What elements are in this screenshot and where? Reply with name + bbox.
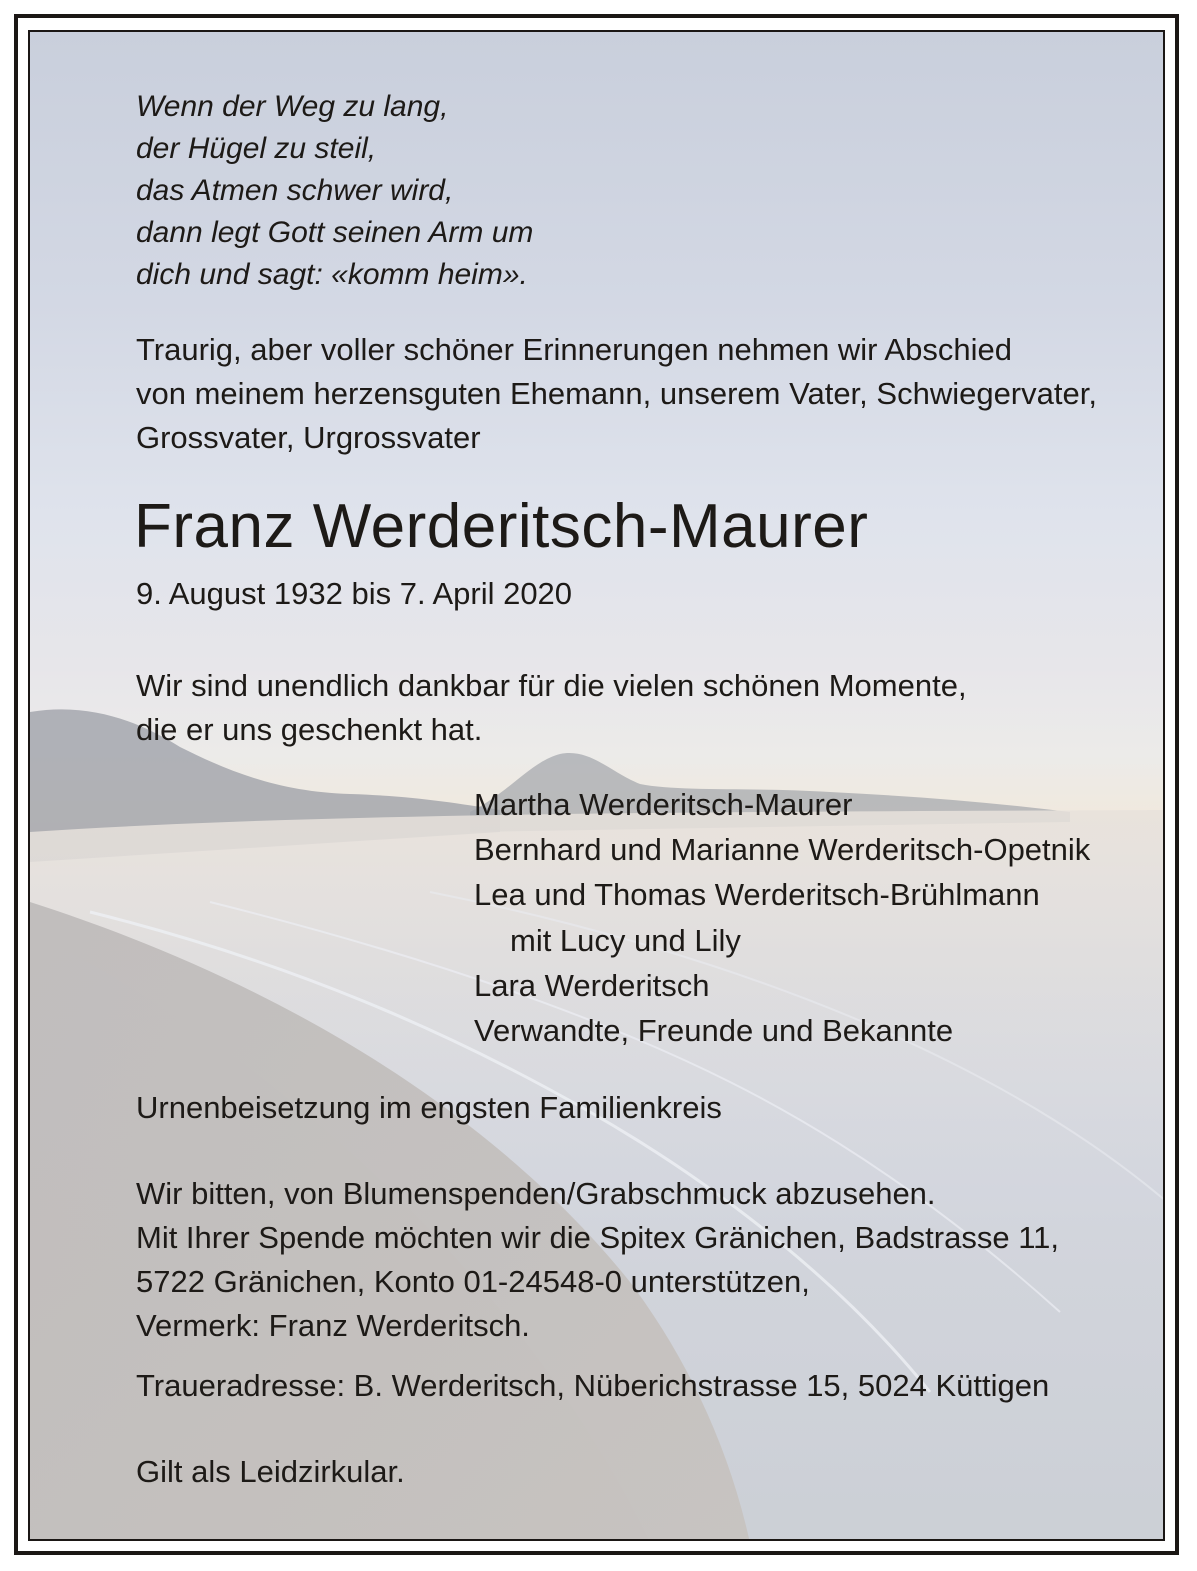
thanks-line: die er uns geschenkt hat. [136,712,483,747]
donation-line: 5722 Gränichen, Konto 01-24548-0 unterstützen, [136,1264,810,1299]
thanks-line: Wir sind unendlich dankbar für die vielen schönen Momente, [136,668,967,703]
motto-line: dann legt Gott seinen Arm um [136,216,534,249]
mourner: mit Lucy und Lily [510,922,741,958]
obituary-card [28,30,1165,1541]
circular-note: Gilt als Leidzirkular. [136,1454,405,1489]
donation-line: Mit Ihrer Spende möchten wir die Spitex Gränichen, Badstrasse 11, [136,1220,1059,1255]
intro-paragraph [136,328,1097,460]
motto-line: das Atmen schwer wird, [136,174,454,207]
mourner: Lea und Thomas Werderitsch-Brühlmann [474,877,1040,913]
mourning-address: Traueradresse: B. Werderitsch, Nüberichstrasse 15, 5024 Küttigen [136,1368,1050,1403]
intro-line: von meinem herzensguten Ehemann, unserem Vater, Schwiegervater, [136,376,1097,411]
motto-verse [136,86,533,296]
donation-paragraph [136,1172,1059,1348]
burial-note: Urnenbeisetzung im engsten Familienkreis [136,1090,722,1125]
donation-line: Wir bitten, von Blumenspenden/Grabschmuck abzusehen. [136,1176,936,1211]
mourner: Bernhard und Marianne Werderitsch-Opetnik [474,832,1091,868]
donation-line: Vermerk: Franz Werderitsch. [136,1308,530,1343]
mourner: Martha Werderitsch-Maurer [474,787,853,822]
mourner: Lara Werderitsch [474,967,710,1003]
motto-line: dich und sagt: «komm heim». [136,258,528,291]
mourner: Verwandte, Freunde und Bekannte [474,1013,954,1049]
motto-line: der Hügel zu steil, [136,132,377,165]
deceased-name: Franz Werderitsch-Maurer [134,492,869,561]
motto-line: Wenn der Weg zu lang, [136,90,449,123]
mourners-list [474,782,1090,1053]
life-dates: 9. August 1932 bis 7. April 2020 [136,576,573,611]
thanks-paragraph [136,664,967,752]
intro-line: Traurig, aber voller schöner Erinnerungen nehmen wir Abschied [136,332,1012,367]
intro-line: Grossvater, Urgrossvater [136,420,481,455]
